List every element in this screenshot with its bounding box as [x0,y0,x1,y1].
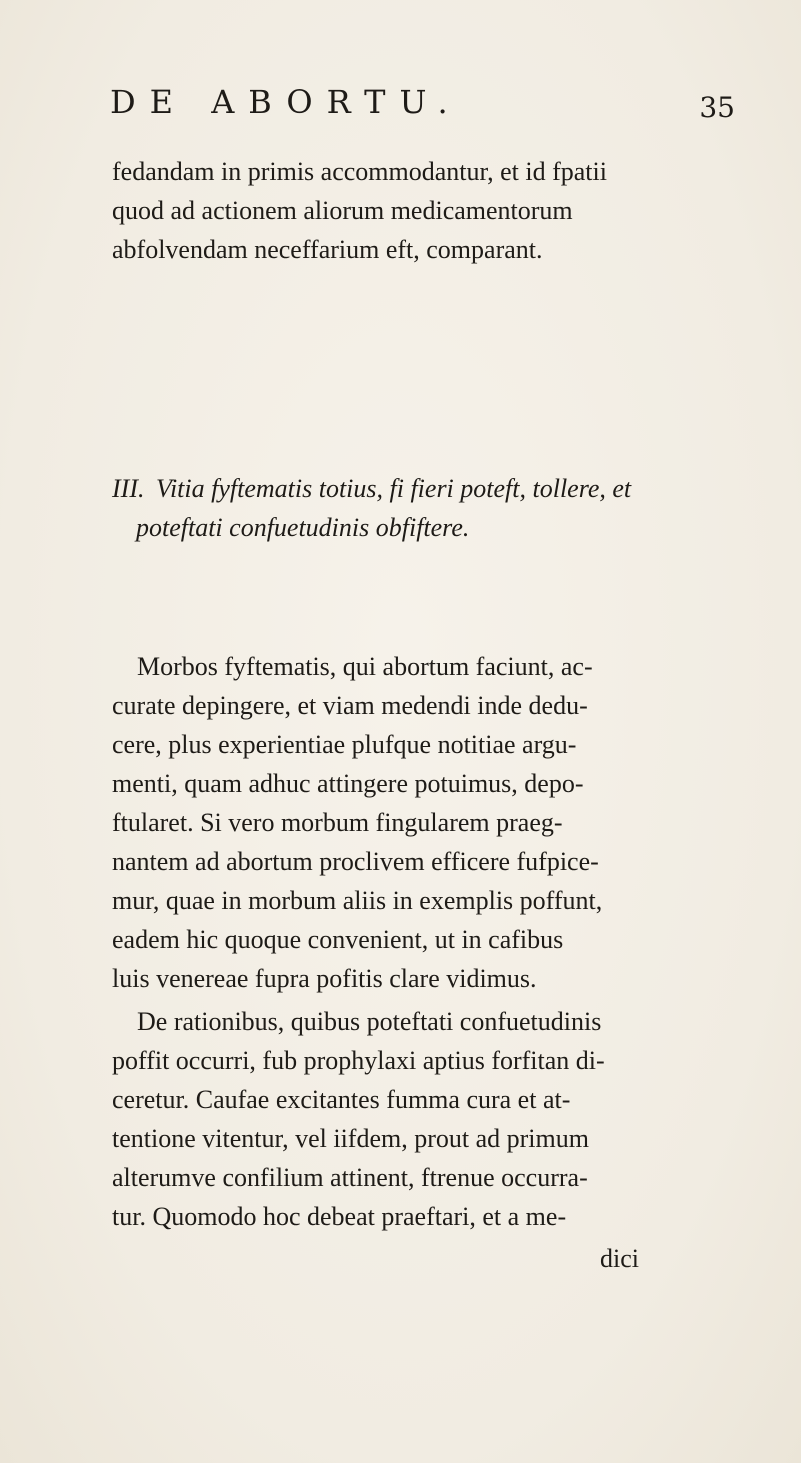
text-line: eadem hic quoque convenient, ut in cafibus [112,925,564,954]
text-line: ftularet. Si vero morbum fingularem praeg- [112,808,563,837]
catchword: dici [600,1244,639,1273]
text-line: luis venereae fupra pofitis clare vidimus. [112,964,537,993]
text-line: menti, quam adhuc attingere potuimus, depo- [112,769,584,798]
page-number: 35 [699,91,735,124]
text-line: cere, plus experientiae plufque notitiae argu- [112,730,577,759]
section-numeral: III. [112,474,145,503]
section-heading-line: Vitia fyftematis totius, fi fieri poteft, tollere, et [156,474,632,503]
text-line: ceretur. Caufae excitantes fumma cura et at- [112,1085,571,1114]
text-line: tentione vitentur, vel iifdem, prout ad primum [112,1124,589,1153]
text-line: poffit occurri, fub prophylaxi aptius forfitan di- [112,1046,605,1075]
text-line: mur, quae in morbum aliis in exemplis poffunt, [112,886,603,915]
section-heading-line: poteftati confuetudinis obfiftere. [136,513,470,542]
text-line: alterumve confilium attinent, ftrenue occurra- [112,1163,588,1192]
text-line: quod ad actionem aliorum medicamentorum [112,196,573,225]
text-line: tur. Quomodo hoc debeat praeftari, et a me- [112,1202,567,1231]
running-head [50,82,750,122]
text-line: nantem ad abortum proclivem efficere fufpice- [112,847,599,876]
text-line: abfolvendam neceffarium eft, comparant. [112,235,543,264]
text-line: De rationibus, quibus poteftati confuetudinis [137,1007,602,1036]
text-line: fedandam in primis accommodantur, et id fpatii [112,157,607,186]
running-title: DE ABORTU. [110,83,462,121]
text-line: curate depingere, et viam medendi inde dedu- [112,691,588,720]
text-line: Morbos fyftematis, qui abortum faciunt, ac- [137,652,593,681]
